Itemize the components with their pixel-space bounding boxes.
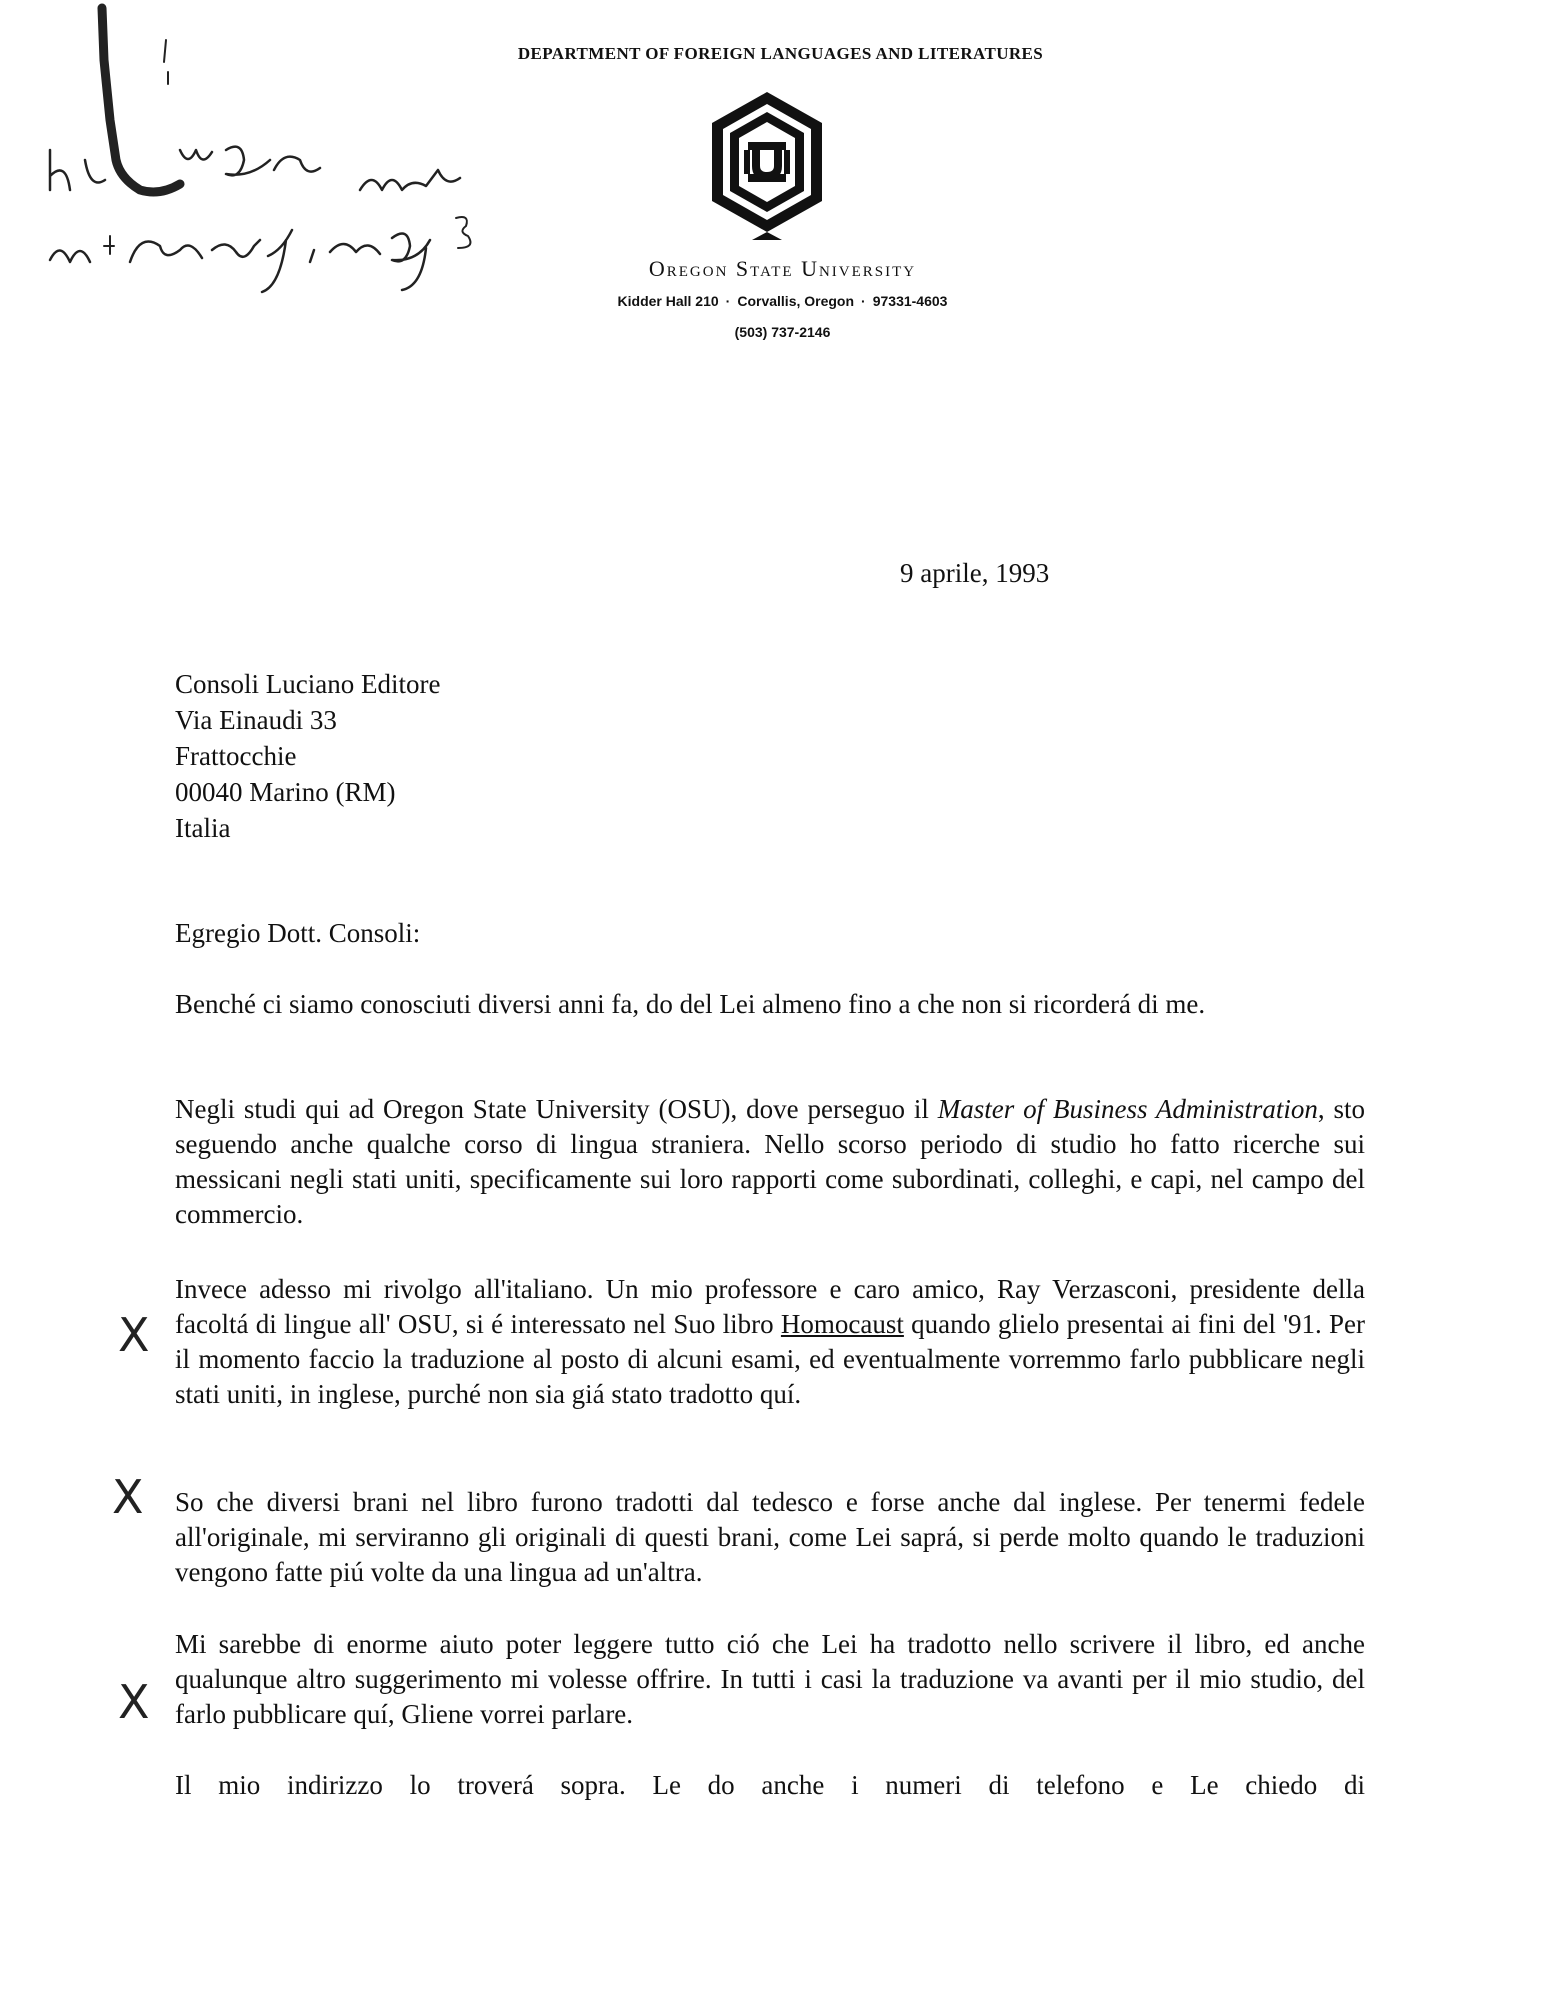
letterhead-phone: (503) 737-2146 — [734, 324, 831, 340]
letter-date: 9 aprile, 1993 — [900, 558, 1050, 588]
recipient-address — [175, 666, 440, 846]
margin-x-mark: X — [118, 1308, 150, 1362]
body-paragraph-3 — [175, 1272, 1365, 1412]
letterhead-university-name: Oregon State University — [648, 256, 917, 281]
paragraph-text: , sto seguendo anche qualche corso di lingua straniera. Nello scorso periodo di studio ho fatto ricerche sui messicani negli stati uniti, specificamente sui loro rapporti come subordinati, colleghi, e capi, nel campo del commercio. — [175, 1094, 1365, 1229]
address-zip: 97331-4603 — [872, 293, 948, 309]
body-paragraph-1: Benché ci siamo conosciuti diversi anni fa, do del Lei almeno fino a che non si ricorderá di me. — [175, 989, 1206, 1019]
recipient-line: Frattocchie — [175, 741, 297, 771]
book-title: Homocaust — [780, 1309, 904, 1339]
body-paragraph-2 — [175, 1092, 1365, 1232]
address-city: Corvallis, Oregon — [737, 293, 855, 309]
recipient-line: Consoli Luciano Editore — [175, 669, 441, 699]
recipient-line: 00040 Marino (RM) — [175, 777, 396, 807]
address-separator: · — [725, 293, 731, 309]
body-paragraph-5: Mi sarebbe di enorme aiuto poter leggere tutto ció che Lei ha tradotto nello scrivere il libro, ed anche qualunque altro suggerimento mi volesse offrire. In tutti i casi la traduzione va avanti per il mio studio, del farlo pubblicare quí, Gliene vorrei parlare. — [175, 1629, 1365, 1729]
paragraph-text: quando glielo presentai ai fini del '91. Per il momento faccio la traduzione al posto di alcuni esami, ed eventualmente vorremmo farlo pubblicare negli stati uniti, in inglese, purché non sia giá stato tradotto quí. — [175, 1309, 1365, 1409]
salutation: Egregio Dott. Consoli: — [175, 918, 421, 948]
recipient-line: Italia — [175, 813, 231, 843]
paragraph-text: Negli studi qui ad Oregon State University (OSU), dove perseguo il — [175, 1094, 938, 1124]
recipient-line: Via Einaudi 33 — [175, 705, 337, 735]
paragraph-text: Invece adesso mi rivolgo all'italiano. Un mio professore e caro amico, Ray Verzasconi, presidente della facoltá di lingue all' OSU, si é interessato nel Suo libro — [175, 1274, 1365, 1339]
body-paragraph-6: Il mio indirizzo lo troverá sopra. Le do anche i numeri di telefono e Le chiedo di — [175, 1770, 1365, 1800]
margin-x-mark: X — [112, 1470, 144, 1524]
margin-x-mark: X — [118, 1675, 150, 1729]
address-building: Kidder Hall 210 — [617, 293, 719, 309]
letterhead-department: DEPARTMENT OF FOREIGN LANGUAGES AND LITERATURES — [517, 44, 1044, 63]
university-seal-logo — [704, 90, 830, 240]
body-paragraph-4: So che diversi brani nel libro furono tradotti dal tedesco e forse anche dal inglese. Per tenermi fedele all'originale, mi serviranno gli originali di questi brani, come Lei saprá, si perde molto quando le traduzioni vengono fatte piú volte da una lingua ad un'altra. — [175, 1487, 1365, 1587]
degree-name: Master of Business Administration — [937, 1094, 1318, 1124]
handwritten-note-drawing — [30, 0, 500, 300]
address-separator: · — [861, 293, 866, 309]
